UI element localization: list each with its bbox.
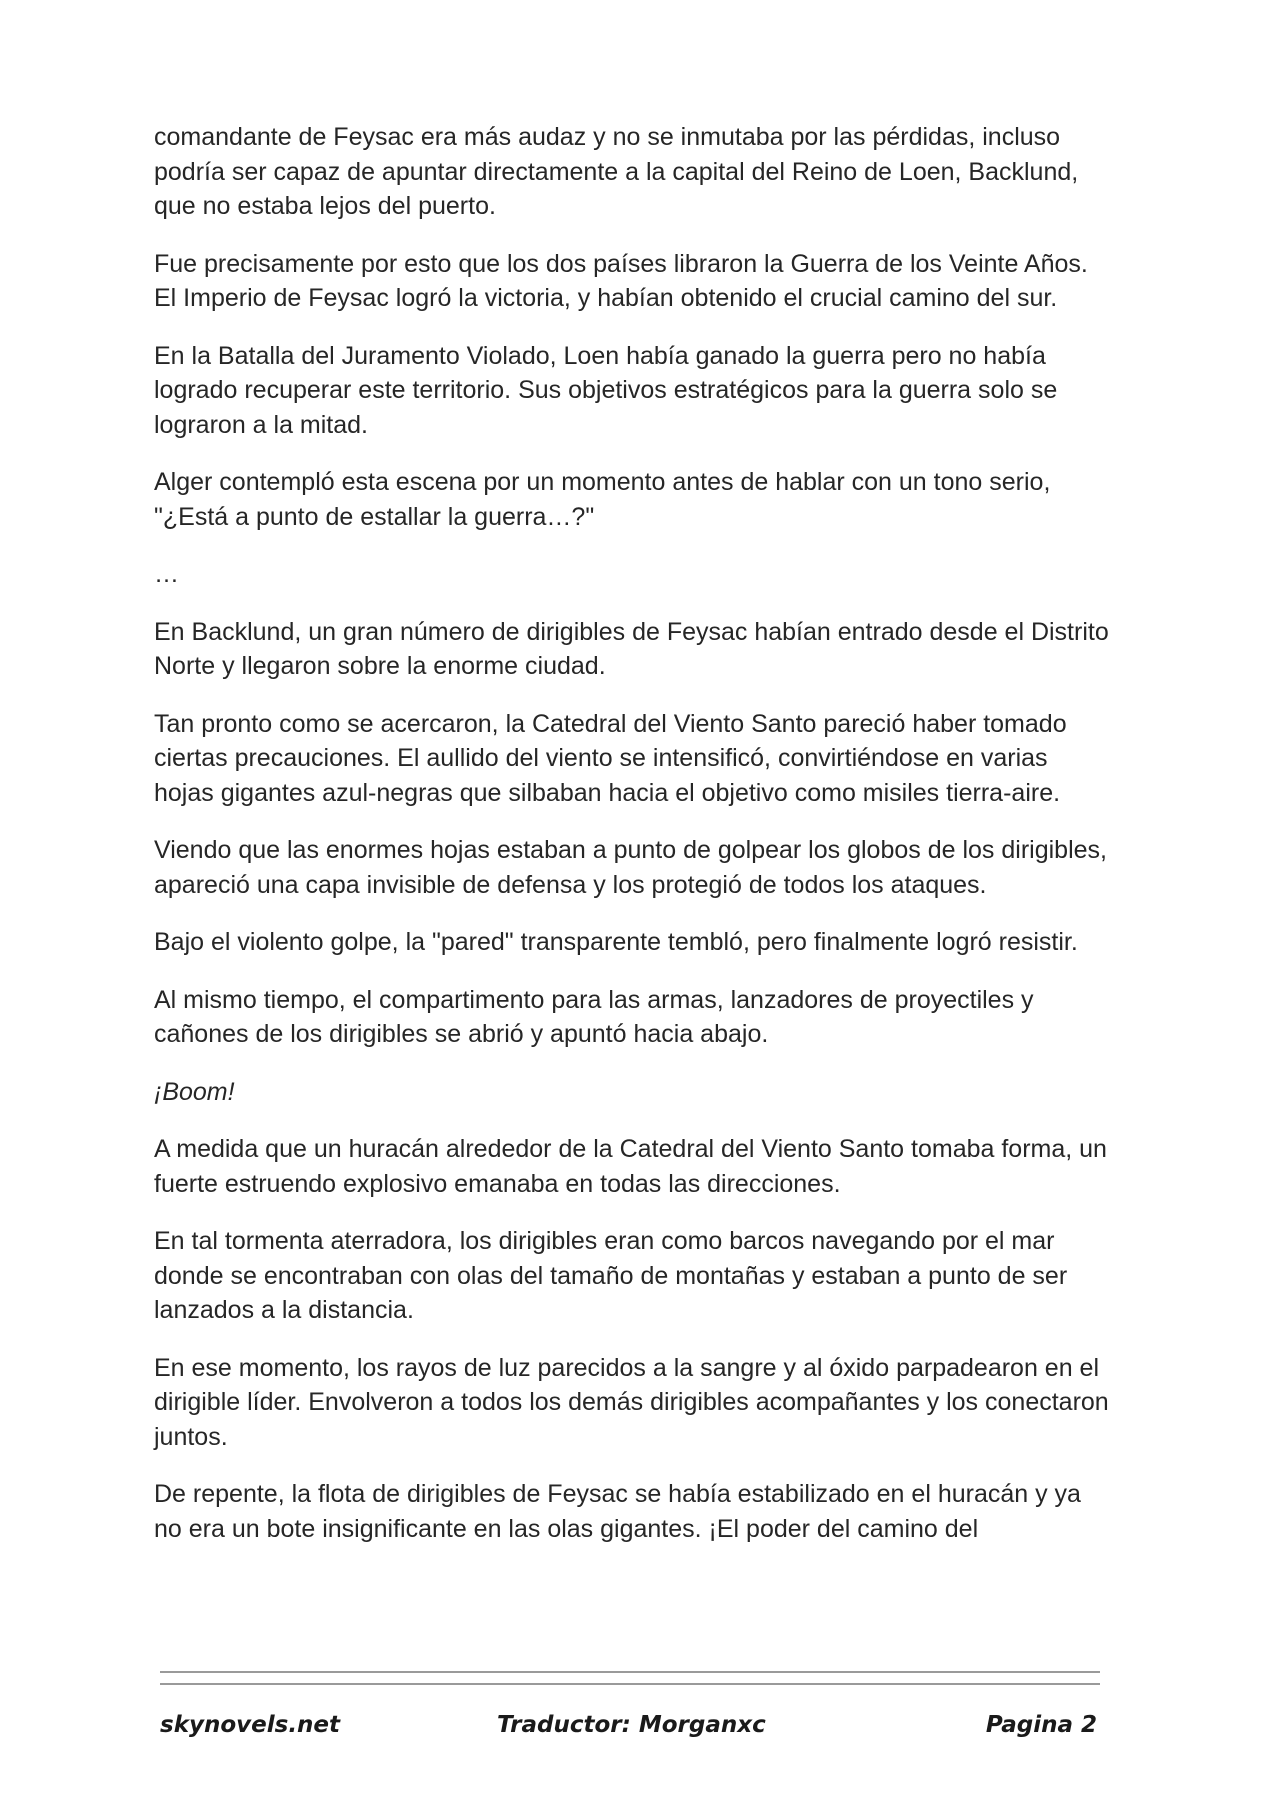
paragraph: Bajo el violento golpe, la "pared" transparente tembló, pero finalmente logró resistir. xyxy=(154,928,1078,956)
paragraph: comandante de Feysac era más audaz y no se inmutaba por las pérdidas, incluso podría ser capaz de apuntar directamente a la capital del Reino de Loen, Backlund, que no estaba lejos del puerto. xyxy=(154,123,1079,220)
body-text xyxy=(154,120,1114,1569)
paragraph: Fue precisamente por esto que los dos países libraron la Guerra de los Veinte Años. El Imperio de Feysac logró la victoria, y habían obtenido el crucial camino del sur. xyxy=(154,249,1088,312)
paragraph: A medida que un huracán alrededor de la Catedral del Viento Santo tomaba forma, un fuerte estruendo explosivo emanaba en todas las direcciones. xyxy=(154,1135,1107,1198)
paragraph: Alger contempló esta escena por un momento antes de hablar con un tono serio, "¿Está a punto de estallar la guerra…?" xyxy=(154,468,1051,531)
paragraph: Viendo que las enormes hojas estaban a punto de golpear los globos de los dirigibles, apareció una capa invisible de defensa y los protegió de todos los ataques. xyxy=(154,836,1107,899)
scene-break: … xyxy=(154,560,179,588)
footer-divider-top xyxy=(160,1671,1100,1673)
sound-effect-paragraph: ¡Boom! xyxy=(154,1077,235,1106)
paragraph: En la Batalla del Juramento Violado, Loen había ganado la guerra pero no había logrado recuperar este territorio. Sus objetivos estratégicos para la guerra solo se lograron a la mitad. xyxy=(154,341,1058,439)
footer-translator: Traductor: Morganxc xyxy=(497,1712,766,1738)
footer-site-name: skynovels.net xyxy=(160,1712,341,1738)
paragraph: En ese momento, los rayos de luz parecidos a la sangre y al óxido parpadearon en el dirigible líder. Envolveron a todos los demás dirigibles acompañantes y los conectaron juntos. xyxy=(154,1353,1109,1451)
paragraph: En Backlund, un gran número de dirigibles de Feysac habían entrado desde el Distrito Norte y llegaron sobre la enorme ciudad. xyxy=(154,617,1109,680)
paragraph: En tal tormenta aterradora, los dirigibles eran como barcos navegando por el mar donde se encontraban con olas del tamaño de montañas y estaban a punto de ser lanzados a la distancia. xyxy=(154,1227,1068,1324)
paragraph: Tan pronto como se acercaron, la Catedral del Viento Santo pareció haber tomado ciertas precauciones. El aullido del viento se intensificó, convirtiéndose en varias hojas gigantes azul-negras que silbaban hacia el objetivo como misiles tierra-aire. xyxy=(154,709,1067,807)
footer-divider-bottom xyxy=(160,1683,1100,1685)
paragraph: De repente, la flota de dirigibles de Feysac se había estabilizado en el huracán y ya no era un bote insignificante en las olas gigantes. ¡El poder del camino del xyxy=(154,1480,1081,1543)
paragraph: Al mismo tiempo, el compartimento para las armas, lanzadores de proyectiles y cañones de los dirigibles se abrió y apuntó hacia abajo. xyxy=(154,985,1034,1048)
footer-page-number: Pagina 2 xyxy=(985,1712,1097,1738)
